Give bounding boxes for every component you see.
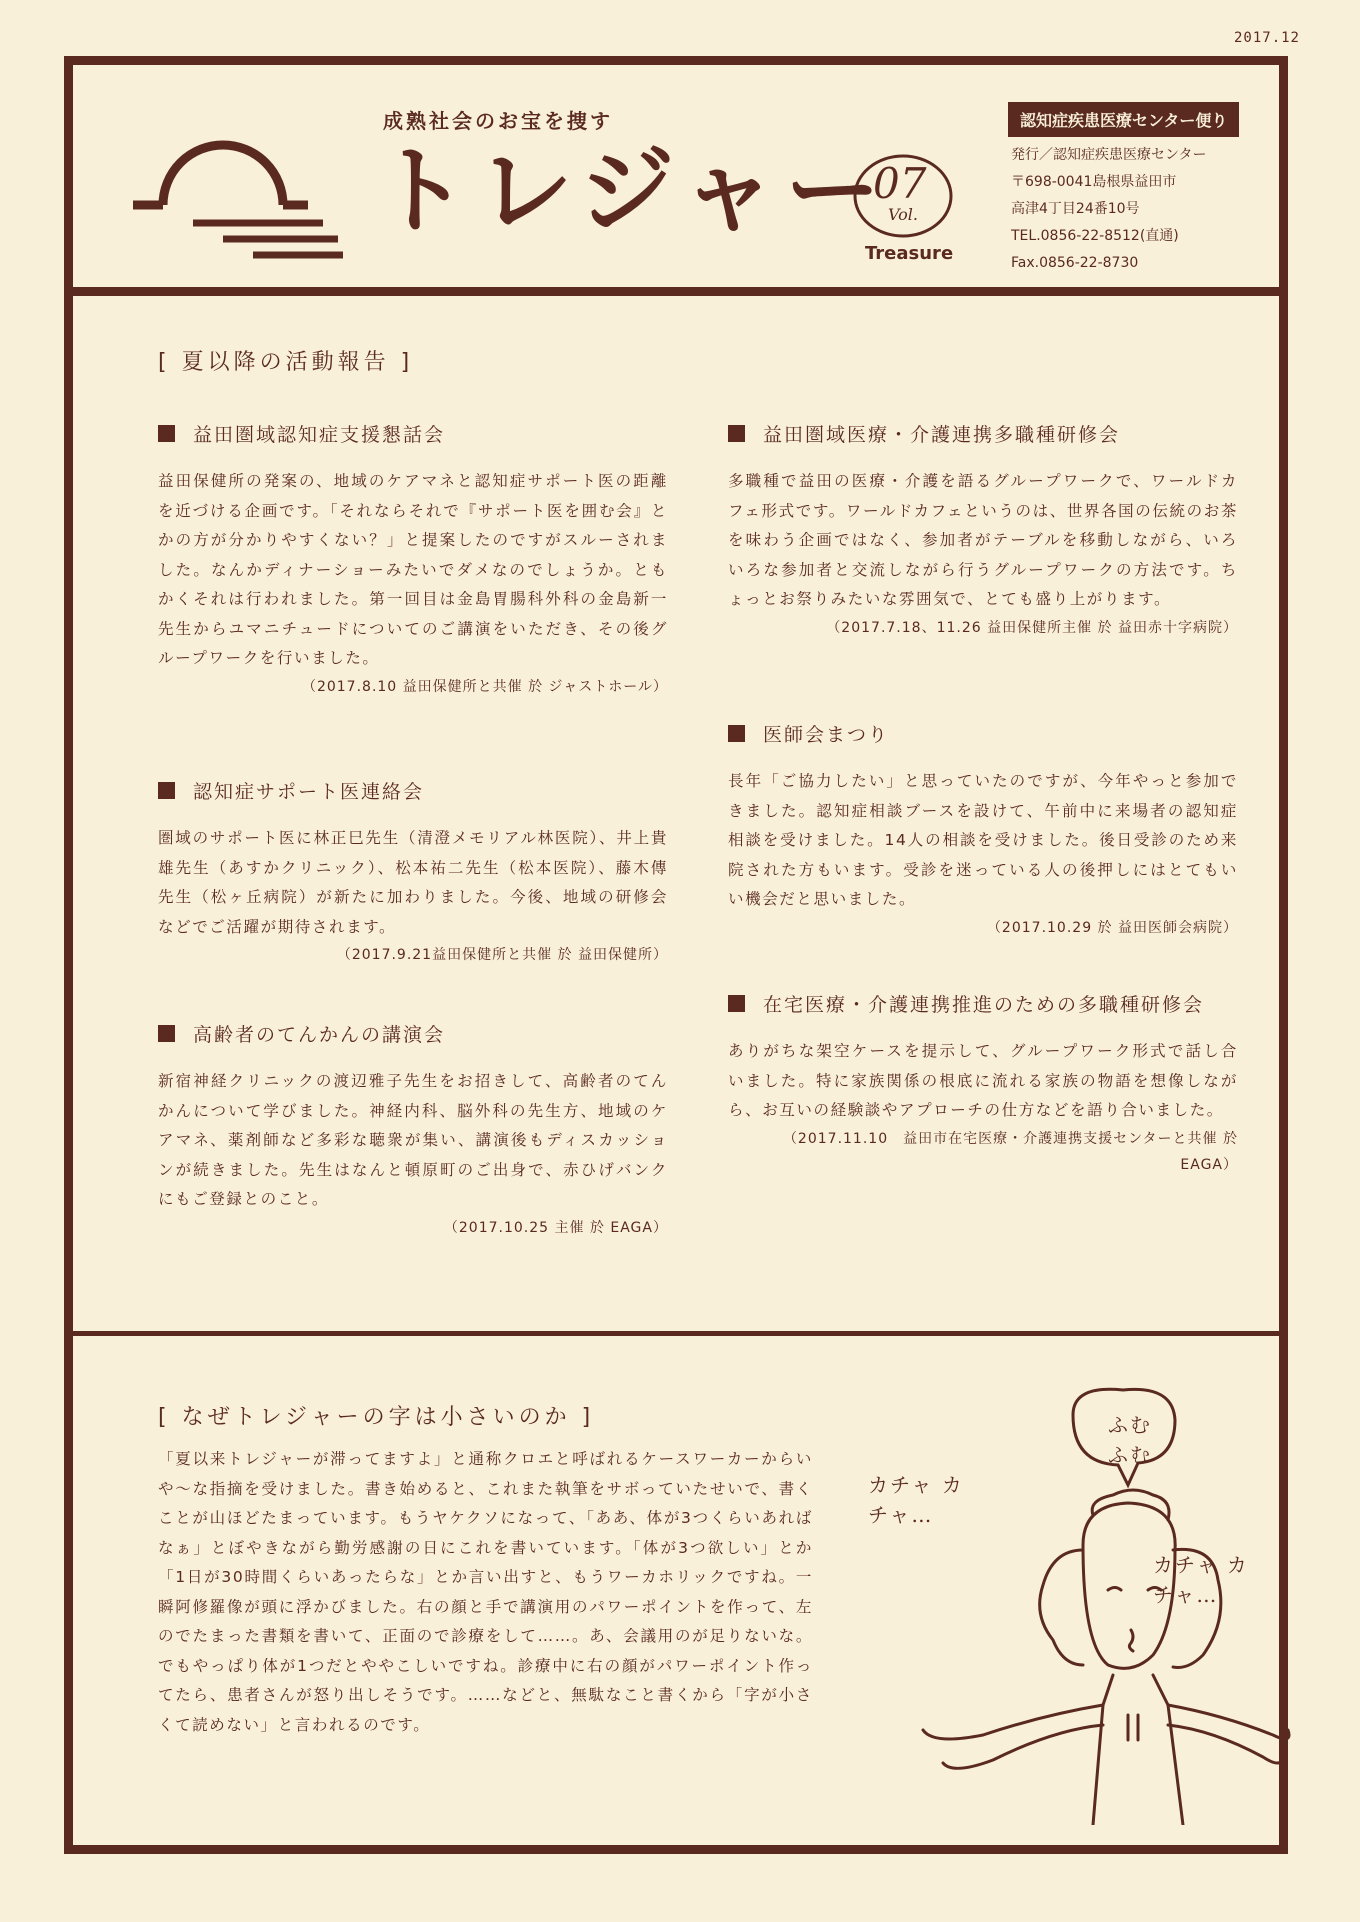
bullet-square-icon: [728, 725, 745, 742]
report-item: [728, 420, 1238, 641]
section-divider: [73, 1331, 1279, 1336]
publisher-info: [1011, 142, 1206, 277]
header-divider: [73, 287, 1279, 296]
issue-date: 2017.12: [1233, 30, 1300, 46]
item-note: （2017.9.21益田保健所と共催 於 益田保健所）: [336, 947, 668, 963]
item-title: 益田圏域認知症支援懇話会: [193, 424, 446, 446]
report-item: [158, 777, 668, 968]
rising-sun-logo: [133, 135, 353, 265]
item-title: 高齢者のてんかんの講演会: [193, 1024, 446, 1046]
bullet-square-icon: [158, 425, 175, 442]
title-english: Treasure: [865, 243, 954, 264]
report-heading: [ 夏以降の活動報告 ]: [158, 350, 414, 375]
essay-body: 「夏以来トレジャーが滞ってますよ」と通称クロエと呼ばれるケースワーカーからいや～な指摘を受けました。書き始めると、これまた執筆をサボっていたせいで、書くことが山ほどたまっています。もうヤケクソになって、「ああ、体が3つくらいあればなぁ」とぼやきながら勤労感謝の日にこれを書いています。「体が3つ欲しい」とか「1日が30時間くらいあったらな」とか言い出すと、もうワーカホリックですね。一瞬阿修羅像が頭に浮かびました。右の顔と手で講演用のパワーポイントを作って、左のでたまった書類を書いて、正面ので診療をして……。あ、会議用のが足りないな。でもやっぱり体が1つだとややこしいですね。診療中に右の顔がパワーポイント作ってたら、患者さんが怒り出しそうです。……などと、無駄なこと書くから「字が小さくて読めない」と言われるのです。: [158, 1450, 813, 1734]
header-subtitle: 成熟社会のお宝を捜す: [383, 109, 613, 133]
center-tag: 認知症疾患医療センター便り: [1008, 102, 1239, 137]
bubble-text: ふむ ふむ: [1108, 1413, 1152, 1467]
item-note: （2017.11.10 益田市在宅医療・介護連携支援センターと共催 於 EAGA）: [782, 1130, 1238, 1173]
item-body: 多職種で益田の医療・介護を語るグループワークで、ワールドカフェ形式です。ワールドカフェというのは、世界各国の伝統のお茶を味わう企画ではなく、参加者がテーブルを移動しながら、いろいろな参加者と交流しながら行うグループワークの方法です。ちょっとお祭りみたいな雰囲気で、とても盛り上がります。: [728, 472, 1238, 608]
item-title: 医師会まつり: [763, 724, 890, 746]
item-title: 益田圏域医療・介護連携多職種研修会: [763, 424, 1121, 446]
item-body: ありがちな架空ケースを提示して、グループワーク形式で話し合いました。特に家族関係の根底に流れる家族の物語を想像しながら、お互いの経験談やアプローチの仕方などを語り合いました。: [728, 1042, 1238, 1119]
bullet-square-icon: [158, 782, 175, 799]
report-item: [728, 990, 1238, 1178]
publisher: 発行／認知症疾患医療センター: [1011, 147, 1207, 163]
report-item: [728, 720, 1238, 941]
clatter-text-left: カチャ カチャ…: [868, 1473, 964, 1527]
item-body: 圏域のサポート医に林正巳先生（清澄メモリアル林医院）、井上貴雄先生（あすかクリニック）、松本祐二先生（松本医院）、藤木傳先生（松ヶ丘病院）が新たに加わりました。今後、地域の研修会などでご活躍が期待されます。: [158, 829, 668, 936]
fax: Fax.0856-22-8730: [1011, 255, 1139, 271]
street-address: 高津4丁目24番10号: [1011, 201, 1140, 217]
item-title: 在宅医療・介護連携推進のための多職種研修会: [763, 994, 1205, 1016]
item-body: 新宿神経クリニックの渡辺雅子先生をお招きして、高齢者のてんかんについて学びました。神経内科、脳外科の先生方、地域のケアマネ、薬剤師など多彩な聴衆が集い、講演後もディスカッションが続きました。先生はなんと頓原町のご出身で、赤ひげバンクにもご登録とのこと。: [158, 1072, 668, 1208]
postal-address: 〒698-0041島根県益田市: [1011, 174, 1177, 190]
report-item: [158, 420, 668, 700]
bullet-square-icon: [158, 1025, 175, 1042]
item-note: （2017.7.18、11.26 益田保健所主催 於 益田赤十字病院）: [826, 619, 1238, 636]
item-note: （2017.10.29 於 益田医師会病院）: [986, 919, 1238, 936]
item-title: 認知症サポート医連絡会: [193, 781, 425, 803]
item-note: （2017.10.25 主催 於 EAGA）: [443, 1219, 668, 1236]
page-title: トレジャー: [373, 135, 889, 247]
page-frame: [64, 56, 1288, 1854]
volume-number: 07: [873, 159, 927, 208]
item-body: 益田保健所の発案の、地域のケアマネと認知症サポート医の距離を近づける企画です。「それならそれで『サポート医を囲む会』とかの方が分かりやすくない？」と提案したのですがスルーされました。なんかディナーショーみたいでダメなのでしょうか。ともかくそれは行われました。第一回目は金島胃腸科外科の金島新一先生からユマニチュードについてのご講演をいただき、その後グループワークを行いました。: [158, 472, 668, 667]
bullet-square-icon: [728, 995, 745, 1012]
bullet-square-icon: [728, 425, 745, 442]
report-item: [158, 1020, 668, 1241]
volume-label: Vol.: [888, 205, 918, 224]
item-note: （2017.8.10 益田保健所と共催 於 ジャストホール）: [301, 678, 668, 695]
clatter-text-right: カチャ カチャ…: [1153, 1553, 1249, 1607]
telephone: TEL.0856-22-8512(直通): [1011, 228, 1179, 244]
essay-heading: [ なぜトレジャーの字は小さいのか ]: [158, 1405, 595, 1430]
item-body: 長年「ご協力したい」と思っていたのですが、今年やっと参加できました。認知症相談ブースを設けて、午前中に来場者の認知症相談を受けました。14人の相談を受けました。後日受診のため来院された方もいます。受診を迷っている人の後押しにはとてもいい機会だと思いました。: [728, 772, 1238, 908]
